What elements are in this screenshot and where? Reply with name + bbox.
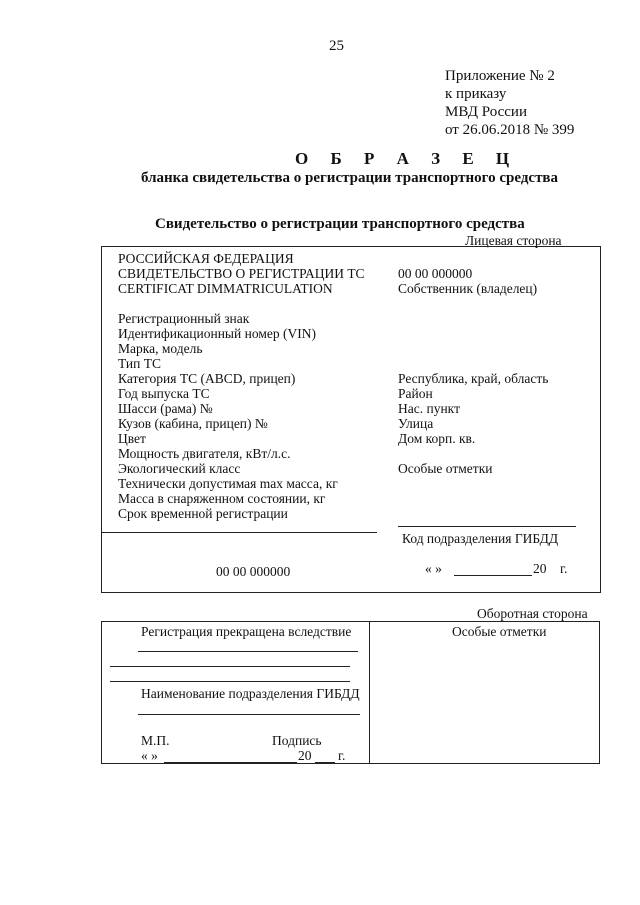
date-line	[454, 575, 532, 576]
reg-ended-line-3	[110, 681, 350, 682]
certificate-number: 00 00 000000	[398, 266, 473, 281]
appendix-line-2: к приказу	[445, 86, 507, 102]
back-special-marks: Особые отметки	[452, 624, 547, 639]
front-divider	[102, 532, 377, 533]
page-number: 25	[329, 38, 344, 54]
field-make-model: Марка, модель	[118, 341, 203, 356]
unit-name-label: Наименование подразделения ГИБДД	[141, 686, 360, 701]
back-date-year: 20	[298, 748, 312, 763]
back-date-quote: « »	[141, 748, 158, 763]
field-chassis: Шасси (рама) №	[118, 401, 213, 416]
field-curb-mass: Масса в снаряженном состоянии, кг	[118, 491, 326, 506]
field-vehicle-type: Тип ТС	[118, 356, 161, 371]
document-subtitle: бланка свидетельства о регистрации транспортного средства	[141, 170, 559, 186]
appendix-line-1: Приложение № 2	[445, 68, 555, 84]
appendix-line-3: МВД России	[445, 104, 527, 120]
field-engine-power: Мощность двигателя, кВт/л.с.	[118, 446, 291, 461]
reg-ended-label: Регистрация прекращена вследствие	[141, 624, 352, 639]
field-year: Год выпуска ТС	[118, 386, 210, 401]
reg-ended-line-1	[138, 651, 358, 652]
field-reg-sign: Регистрационный знак	[118, 311, 250, 326]
field-settlement: Нас. пункт	[398, 401, 460, 416]
back-side-form	[101, 621, 600, 764]
back-date-g: г.	[338, 748, 346, 763]
special-marks-label: Особые отметки	[398, 461, 493, 476]
unit-name-line	[138, 714, 360, 715]
back-date-line	[164, 762, 297, 763]
reg-ended-line-2	[110, 666, 350, 667]
field-body: Кузов (кабина, прицеп) №	[118, 416, 268, 431]
appendix-line-4: от 26.06.2018 № 399	[445, 122, 575, 138]
field-region: Республика, край, область	[398, 371, 549, 386]
document-title: О Б Р А З Е Ц	[295, 149, 519, 168]
header-line-1: РОССИЙСКАЯ ФЕДЕРАЦИЯ	[118, 251, 294, 266]
front-side-form	[101, 246, 601, 593]
certificate-heading: Свидетельство о регистрации транспортного средства	[155, 216, 525, 232]
date-year: 20	[533, 561, 547, 576]
field-max-mass: Технически допустимая max масса, кг	[118, 476, 338, 491]
back-year-line	[315, 762, 335, 763]
field-eco-class: Экологический класс	[118, 461, 241, 476]
field-district: Район	[398, 386, 433, 401]
signature-label: Подпись	[272, 733, 322, 748]
field-street: Улица	[398, 416, 434, 431]
unit-code-line	[398, 526, 576, 527]
back-side-label: Оборотная сторона	[477, 606, 588, 621]
date-quote: « »	[425, 561, 442, 576]
field-color: Цвет	[118, 431, 146, 446]
field-category: Категория ТС (ABCD, прицеп)	[118, 371, 296, 386]
date-g: г.	[560, 561, 568, 576]
header-line-3: CERTIFICAT DIMMATRICULATION	[118, 281, 333, 296]
header-line-2: СВИДЕТЕЛЬСТВО О РЕГИСТРАЦИИ ТС	[118, 266, 365, 281]
back-divider	[369, 622, 370, 763]
field-temp-reg: Срок временной регистрации	[118, 506, 288, 521]
mp-label: М.П.	[141, 733, 170, 748]
owner-label: Собственник (владелец)	[398, 281, 538, 296]
field-house: Дом корп. кв.	[398, 431, 476, 446]
unit-code-label: Код подразделения ГИБДД	[402, 531, 559, 546]
bottom-number: 00 00 000000	[216, 564, 291, 579]
front-side-label: Лицевая сторона	[465, 233, 562, 248]
field-vin: Идентификационный номер (VIN)	[118, 326, 316, 341]
